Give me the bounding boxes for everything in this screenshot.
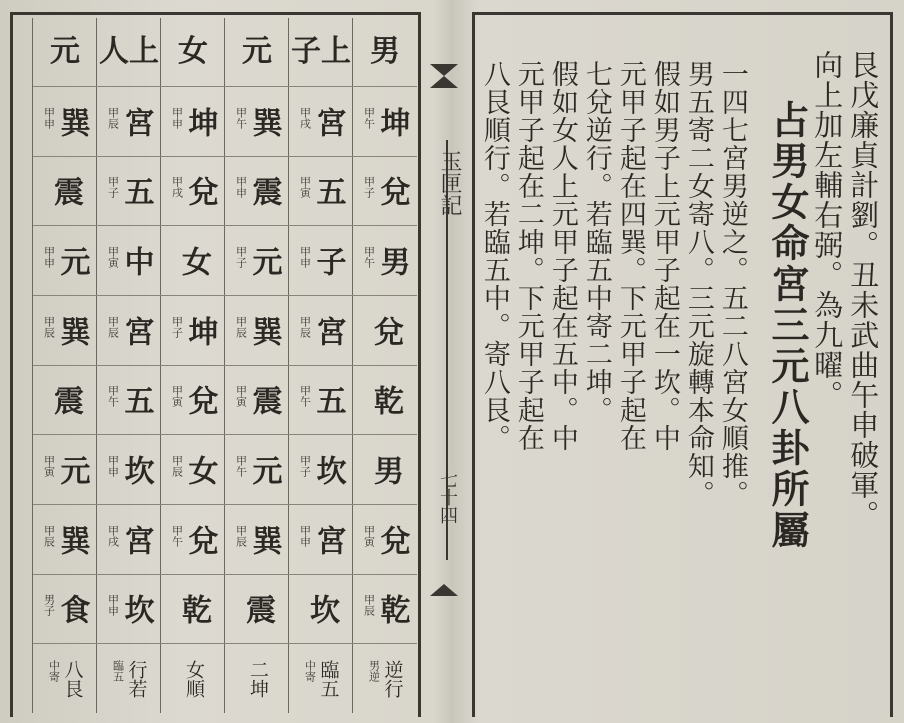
table-column <box>32 18 97 713</box>
text-line: 一四七宮男逆之。五二八宮女順推。 <box>716 60 748 508</box>
table-header-cell <box>97 18 161 86</box>
table-cell <box>353 504 417 575</box>
table-cell <box>225 434 289 505</box>
cell-annotation-text: 甲子 <box>362 176 376 199</box>
cell-main-text: 男 <box>374 246 410 277</box>
table-cell <box>97 86 161 157</box>
cell-main-text: 元 <box>246 455 282 486</box>
table-cell <box>97 295 161 366</box>
text-line: 艮戊廉貞計劉。丑未武曲午申破軍。 <box>846 50 881 530</box>
cell-main-text: 五 <box>310 385 346 416</box>
cell-main-text: 坎 <box>304 594 339 625</box>
cell-main-text: 二坤 <box>246 660 269 699</box>
table-column <box>288 18 353 713</box>
cell-main-text: 兌 <box>182 176 218 207</box>
right-page-border-top <box>472 12 892 15</box>
page-title: 占男女命宮三元八卦所屬 <box>765 100 810 551</box>
cell-annotation-text: 甲午 <box>170 524 184 547</box>
cell-annotation-text: 甲申 <box>42 106 56 129</box>
table-cell <box>289 643 353 714</box>
cell-main-text: 巽 <box>54 106 90 137</box>
table-cell <box>289 225 353 296</box>
text-line: 男五寄二女寄八。三元旋轉本命知。 <box>682 60 714 508</box>
table-cell <box>225 156 289 227</box>
table-cell <box>353 156 417 227</box>
cell-annotation-text: 臨五 <box>111 660 125 683</box>
table-cell <box>353 365 417 436</box>
cell-annotation-text: 甲子 <box>298 455 312 478</box>
text-line: 向上加左輔右弼。為九曜。 <box>810 50 845 410</box>
cell-main-text: 元 <box>54 246 90 277</box>
cell-main-text: 巽 <box>54 315 90 346</box>
text-line: 假如男子上元甲子起在一坎。中 <box>648 60 680 452</box>
cell-annotation-text: 甲寅 <box>42 455 56 478</box>
cell-annotation-text: 甲子 <box>170 315 184 338</box>
table-cell <box>161 86 225 157</box>
table-cell <box>33 504 97 575</box>
cell-main-text: 震 <box>246 385 282 416</box>
table-cell <box>161 504 225 575</box>
header-text: 子上 <box>291 34 351 69</box>
table-cell <box>353 86 417 157</box>
table-cell <box>225 86 289 157</box>
table-cell <box>33 156 97 227</box>
cell-main-text: 逆行 <box>381 660 404 699</box>
cell-annotation-text: 甲寅 <box>106 246 120 269</box>
text-line: 假如女人上元甲子起在五中。中 <box>546 60 578 452</box>
cell-annotation-text: 甲辰 <box>362 594 376 617</box>
table-cell <box>33 643 97 714</box>
cell-annotation-text: 甲申 <box>298 246 312 269</box>
table-cell <box>97 643 161 714</box>
cell-main-text: 子 <box>310 246 346 277</box>
fish-tail-bottom-icon <box>428 570 460 598</box>
cell-main-text: 震 <box>246 176 282 207</box>
cell-main-text: 臨五 <box>317 660 340 699</box>
header-text: 人上 <box>99 34 159 69</box>
table-cell <box>161 365 225 436</box>
cell-annotation-text: 甲申 <box>234 176 248 199</box>
header-text: 男 <box>370 34 400 69</box>
gutter-book-title: 玉匣記 <box>437 150 462 216</box>
cell-annotation-text: 甲午 <box>234 106 248 129</box>
cell-main-text: 巽 <box>246 315 282 346</box>
header-text: 元 <box>242 34 272 69</box>
cell-main-text: 坎 <box>118 594 154 625</box>
cell-main-text: 女順 <box>182 660 205 699</box>
fish-tail-top-icon <box>428 62 460 90</box>
table-cell <box>289 365 353 436</box>
table-cell <box>161 156 225 227</box>
cell-main-text: 巽 <box>54 524 90 555</box>
cell-annotation-text: 甲辰 <box>106 315 120 338</box>
cell-main-text: 坤 <box>374 106 410 137</box>
left-page-table <box>18 18 418 713</box>
cell-annotation-text: 甲申 <box>42 246 56 269</box>
cell-main-text: 兌 <box>182 385 218 416</box>
table-cell <box>161 434 225 505</box>
table-header-cell <box>353 18 417 86</box>
cell-annotation-text: 甲午 <box>106 385 120 408</box>
table-header-cell <box>161 18 225 86</box>
cell-annotation-text: 中寄 <box>47 660 61 683</box>
cell-annotation-text: 甲寅 <box>234 385 248 408</box>
text-line: 八艮順行。若臨五中。寄八艮。 <box>478 60 510 452</box>
table-cell <box>289 504 353 575</box>
cell-main-text: 巽 <box>246 524 282 555</box>
cell-annotation-text: 甲寅 <box>362 524 376 547</box>
table-cell <box>225 225 289 296</box>
table-cell <box>97 574 161 645</box>
table-cell <box>33 574 97 645</box>
cell-annotation-text: 甲辰 <box>234 524 248 547</box>
cell-annotation-text: 甲戌 <box>106 524 120 547</box>
cell-main-text: 男 <box>368 455 403 486</box>
cell-main-text: 坤 <box>182 315 218 346</box>
cell-annotation-text: 甲午 <box>298 385 312 408</box>
cell-annotation-text: 甲申 <box>170 106 184 129</box>
cell-annotation-text: 甲辰 <box>170 455 184 478</box>
cell-annotation-text: 甲辰 <box>298 315 312 338</box>
cell-annotation-text: 甲子 <box>106 176 120 199</box>
cell-main-text: 元 <box>246 246 282 277</box>
cell-annotation-text: 甲子 <box>234 246 248 269</box>
cell-annotation-text: 甲午 <box>362 246 376 269</box>
table-cell <box>289 86 353 157</box>
cell-annotation-text: 甲申 <box>106 455 120 478</box>
cell-annotation-text: 甲辰 <box>234 315 248 338</box>
cell-main-text: 兌 <box>374 524 410 555</box>
table-cell <box>225 643 289 714</box>
gutter-page-number: 七十四 <box>437 470 458 524</box>
cell-main-text: 食 <box>54 594 90 625</box>
cell-main-text: 乾 <box>176 594 211 625</box>
cell-main-text: 宮 <box>310 315 346 346</box>
cell-annotation-text: 甲戌 <box>170 176 184 199</box>
cell-main-text: 女 <box>182 455 218 486</box>
table-header-cell <box>33 18 97 86</box>
cell-annotation-text: 甲申 <box>298 524 312 547</box>
table-cell <box>289 434 353 505</box>
cell-main-text: 坎 <box>118 455 154 486</box>
cell-main-text: 兌 <box>182 524 218 555</box>
table-cell <box>97 365 161 436</box>
cell-annotation-text: 甲戌 <box>298 106 312 129</box>
cell-annotation-text: 甲辰 <box>42 315 56 338</box>
table-header-cell <box>289 18 353 86</box>
table-cell <box>33 225 97 296</box>
cell-main-text: 兌 <box>368 315 403 346</box>
table-cell <box>353 643 417 714</box>
cell-main-text: 女 <box>176 246 211 277</box>
cell-annotation-text: 男逆 <box>367 660 381 683</box>
cell-main-text: 巽 <box>246 106 282 137</box>
table-cell <box>353 225 417 296</box>
cell-annotation-text: 甲寅 <box>170 385 184 408</box>
table-cell <box>289 295 353 366</box>
cell-main-text: 宮 <box>118 315 154 346</box>
table-cell <box>33 295 97 366</box>
table-cell <box>97 225 161 296</box>
cell-annotation-text: 甲申 <box>106 594 120 617</box>
table-cell <box>97 156 161 227</box>
left-page-border-left <box>10 12 13 717</box>
table-cell <box>225 504 289 575</box>
table-column <box>352 18 417 713</box>
right-page-border-right <box>890 12 893 717</box>
cell-main-text: 五 <box>118 385 154 416</box>
table-cell <box>97 434 161 505</box>
cell-main-text: 行若 <box>125 660 148 699</box>
table-cell <box>289 574 353 645</box>
cell-main-text: 宮 <box>118 106 154 137</box>
cell-main-text: 震 <box>240 594 275 625</box>
cell-annotation-text: 甲寅 <box>298 176 312 199</box>
text-line: 元甲子起在二坤。下元甲子起在 <box>512 60 544 452</box>
header-text: 元 <box>50 34 80 69</box>
cell-main-text: 坎 <box>310 455 346 486</box>
left-page-border-right <box>418 12 421 717</box>
right-page-border-left <box>472 12 475 717</box>
table-cell <box>353 434 417 505</box>
table-cell <box>161 574 225 645</box>
cell-main-text: 八艮 <box>61 660 84 699</box>
table-cell <box>225 295 289 366</box>
header-text: 女 <box>178 34 208 69</box>
text-line: 七兌逆行。若臨五中寄二坤。 <box>580 60 612 424</box>
table-cell <box>225 574 289 645</box>
table-cell <box>33 365 97 436</box>
cell-main-text: 中 <box>118 246 154 277</box>
cell-main-text: 震 <box>48 385 83 416</box>
table-cell <box>353 574 417 645</box>
table-column <box>160 18 225 713</box>
cell-main-text: 乾 <box>374 594 410 625</box>
cell-main-text: 乾 <box>368 385 403 416</box>
cell-annotation-text: 甲辰 <box>42 524 56 547</box>
left-page-border-top <box>10 12 420 15</box>
table-cell <box>97 504 161 575</box>
cell-main-text: 震 <box>48 176 83 207</box>
cell-main-text: 宮 <box>310 524 346 555</box>
cell-main-text: 宮 <box>310 106 346 137</box>
table-column <box>224 18 289 713</box>
text-line: 元甲子起在四巽。下元甲子起在 <box>614 60 646 452</box>
table-cell <box>353 295 417 366</box>
table-cell <box>161 643 225 714</box>
table-header-cell <box>225 18 289 86</box>
cell-main-text: 兌 <box>374 176 410 207</box>
table-cell <box>161 225 225 296</box>
table-column <box>96 18 161 713</box>
cell-main-text: 五 <box>310 176 346 207</box>
cell-main-text: 元 <box>54 455 90 486</box>
cell-annotation-text: 中寄 <box>303 660 317 683</box>
cell-annotation-text: 男子 <box>42 594 56 617</box>
cell-annotation-text: 甲午 <box>234 455 248 478</box>
table-cell <box>33 434 97 505</box>
table-cell <box>289 156 353 227</box>
cell-main-text: 五 <box>118 176 154 207</box>
cell-main-text: 坤 <box>182 106 218 137</box>
cell-main-text: 宮 <box>118 524 154 555</box>
cell-annotation-text: 甲辰 <box>106 106 120 129</box>
table-cell <box>161 295 225 366</box>
table-cell <box>225 365 289 436</box>
table-cell <box>33 86 97 157</box>
cell-annotation-text: 甲午 <box>362 106 376 129</box>
